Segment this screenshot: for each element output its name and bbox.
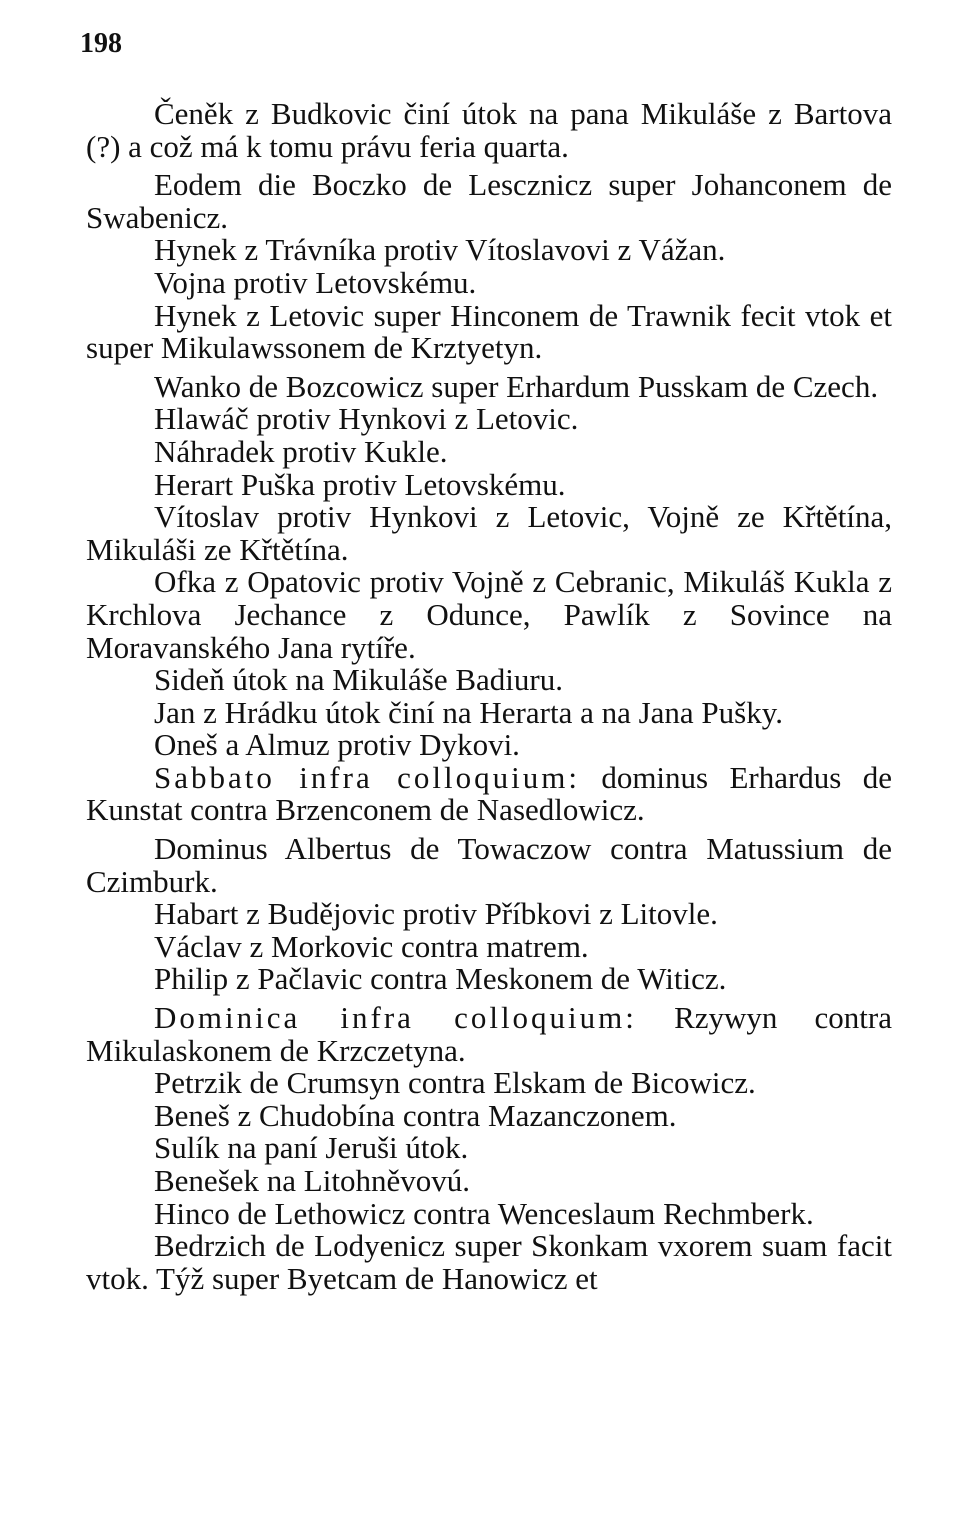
paragraph-text: Oneš a Almuz protiv Dykovi. (154, 727, 520, 763)
paragraph-text: Václav z Morkovic contra matrem. (154, 928, 589, 964)
paragraph (86, 368, 892, 404)
paragraph-text: Sideň útok na Mikuláše Badiuru. (154, 662, 563, 698)
paragraph-text: Eodem die Boczko de Lescznicz super Johanconem de Swabenicz. (86, 167, 892, 235)
paragraph (86, 759, 892, 828)
paragraph (86, 501, 892, 566)
paragraph (86, 928, 892, 964)
paragraph-text: Philip z Pačlavic contra Meskonem de Witicz. (154, 961, 727, 997)
paragraph (86, 1165, 892, 1198)
paragraph (86, 98, 892, 163)
paragraph-text: Náhradek protiv Kukle. (154, 433, 448, 469)
page-number: 198 (80, 28, 122, 59)
paragraph (86, 1195, 892, 1231)
paragraph (86, 234, 892, 267)
paragraph (86, 898, 892, 931)
section-lead: Sabbato infra colloquium: (154, 759, 580, 795)
paragraph-text: Sulík na paní Jeruši útok. (154, 1130, 469, 1166)
paragraph-text: Petrzik de Crumsyn contra Elskam de Bicowicz. (154, 1065, 756, 1101)
paragraph-text: dominus Erhardus de Kunstat contra Brzenconem de Nasedlowicz. (86, 759, 892, 828)
paragraph-text: Ofka z Opatovic protiv Vojně z Cebranic, Mikuláš Kukla z Krchlova Jechance z Odunce, Pawlík z Sovince na Moravanského Jana rytíře. (86, 564, 892, 665)
body-text (86, 98, 892, 1295)
paragraph-text: Benešek na Litohněvovú. (154, 1163, 470, 1198)
paragraph (86, 664, 892, 697)
paragraph (86, 1230, 892, 1295)
paragraph-text: Dominus Albertus de Towaczow contra Matussium de Czimburk. (86, 831, 892, 899)
paragraph (86, 297, 892, 366)
paragraph-text: Vojna protiv Letovskému. (154, 264, 477, 300)
section-lead: Dominica infra colloquium: (154, 1000, 637, 1036)
paragraph-text: Bedrzich de Lodyenicz super Skonkam vxorem suam facit vtok. Týž super Byetcam de Hanowicz et (86, 1228, 892, 1296)
paragraph (86, 833, 892, 898)
paragraph-text: Rzywyn contra Mikulaskonem de Krzczetyna. (86, 1000, 892, 1068)
paragraph-text: Hinco de Lethowicz contra Wenceslaum Rechmberk. (154, 1195, 814, 1231)
paragraph-text: Hynek z Trávníka protiv Vítoslavovi z Vážan. (154, 232, 726, 268)
paragraph (86, 1132, 892, 1165)
paragraph (86, 403, 892, 436)
paragraph-text: Hynek z Letovic super Hinconem de Trawnik fecit vtok et super Mikulawssonem de Krztyetyn. (86, 297, 892, 366)
paragraph (86, 566, 892, 664)
paragraph-text: Herart Puška protiv Letovskému. (154, 466, 566, 502)
paragraph (86, 1067, 892, 1100)
paragraph-text: Vítoslav protiv Hynkovi z Letovic, Vojně ze Křtětína, Mikuláši ze Křtětína. (86, 499, 892, 567)
paragraph-text: Habart z Budějovic protiv Příbkovi z Litovle. (154, 896, 718, 932)
paragraph-text: Čeněk z Budkovic činí útok na pana Mikuláše z Bartova (?) a což má k tomu právu feria quarta. (86, 96, 892, 164)
paragraph (86, 1097, 892, 1133)
paragraph (86, 963, 892, 996)
paragraph-text: Beneš z Chudobína contra Mazanczonem. (154, 1097, 677, 1133)
paragraph (86, 169, 892, 234)
paragraph-text: Jan z Hrádku útok činí na Herarta a na Jana Pušky. (154, 694, 783, 730)
paragraph (86, 466, 892, 502)
paragraph (86, 729, 892, 762)
paragraph-text: Hlawáč protiv Hynkovi z Letovic. (154, 401, 579, 437)
paragraph (86, 1002, 892, 1067)
paragraph (86, 694, 892, 730)
paragraph (86, 433, 892, 469)
paragraph (86, 264, 892, 300)
paragraph-text: Wanko de Bozcowicz super Erhardum Pusskam de Czech. (154, 368, 879, 404)
